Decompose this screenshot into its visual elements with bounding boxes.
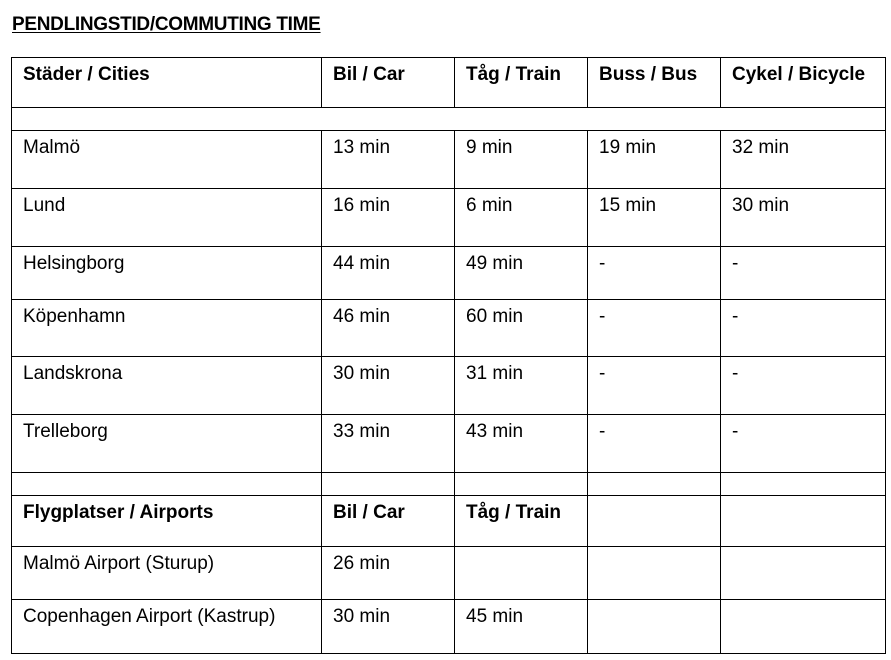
train-time-cell: 6 min: [455, 189, 588, 247]
city-cell: Landskrona: [12, 357, 322, 415]
spacer-cell: [588, 473, 721, 496]
bicycle-time-cell: 32 min: [721, 131, 886, 189]
header-cell-train: Tåg / Train: [455, 58, 588, 108]
bus-time-cell: -: [588, 357, 721, 415]
airport-cell: Malmö Airport (Sturup): [12, 547, 322, 600]
city-cell: Lund: [12, 189, 322, 247]
bus-time-cell: -: [588, 415, 721, 473]
spacer-cell: [721, 473, 886, 496]
empty-cell: [721, 547, 886, 600]
cities-header-row: [12, 58, 886, 108]
train-time-cell: 43 min: [455, 415, 588, 473]
bus-time-cell: 19 min: [588, 131, 721, 189]
bicycle-time-cell: -: [721, 357, 886, 415]
header-cell-empty: [721, 496, 886, 547]
airport-cell: Copenhagen Airport (Kastrup): [12, 600, 322, 654]
train-time-cell: 9 min: [455, 131, 588, 189]
spacer-cell: [12, 473, 322, 496]
empty-cell: [588, 600, 721, 654]
table-row: [12, 547, 886, 600]
train-time-cell: [455, 547, 588, 600]
city-cell: Köpenhamn: [12, 300, 322, 357]
bus-time-cell: -: [588, 247, 721, 300]
spacer-row: [12, 108, 886, 131]
car-time-cell: 16 min: [322, 189, 455, 247]
bus-time-cell: -: [588, 300, 721, 357]
header-cell-bicycle: Cykel / Bicycle: [721, 58, 886, 108]
car-time-cell: 30 min: [322, 600, 455, 654]
train-time-cell: 45 min: [455, 600, 588, 654]
spacer-cell: [455, 473, 588, 496]
empty-cell: [588, 547, 721, 600]
table-row: [12, 300, 886, 357]
car-time-cell: 30 min: [322, 357, 455, 415]
header-cell-train: Tåg / Train: [455, 496, 588, 547]
table-row: [12, 415, 886, 473]
table-row: [12, 357, 886, 415]
spacer-cell: [322, 473, 455, 496]
bicycle-time-cell: 30 min: [721, 189, 886, 247]
bicycle-time-cell: -: [721, 415, 886, 473]
header-cell-cities: Städer / Cities: [12, 58, 322, 108]
spacer-row: [12, 473, 886, 496]
car-time-cell: 13 min: [322, 131, 455, 189]
train-time-cell: 60 min: [455, 300, 588, 357]
train-time-cell: 49 min: [455, 247, 588, 300]
table-row: [12, 189, 886, 247]
airports-header-row: [12, 496, 886, 547]
table-row: [12, 131, 886, 189]
header-cell-empty: [588, 496, 721, 547]
bicycle-time-cell: -: [721, 247, 886, 300]
page-title: PENDLINGSTID/COMMUTING TIME: [12, 14, 321, 35]
car-time-cell: 33 min: [322, 415, 455, 473]
empty-cell: [721, 600, 886, 654]
commute-table: [11, 57, 886, 654]
city-cell: Malmö: [12, 131, 322, 189]
city-cell: Helsingborg: [12, 247, 322, 300]
bicycle-time-cell: -: [721, 300, 886, 357]
table-row: [12, 247, 886, 300]
car-time-cell: 26 min: [322, 547, 455, 600]
spacer-cell: [12, 108, 886, 131]
header-cell-bus: Buss / Bus: [588, 58, 721, 108]
car-time-cell: 44 min: [322, 247, 455, 300]
train-time-cell: 31 min: [455, 357, 588, 415]
header-cell-car: Bil / Car: [322, 58, 455, 108]
car-time-cell: 46 min: [322, 300, 455, 357]
header-cell-airports: Flygplatser / Airports: [12, 496, 322, 547]
table-row: [12, 600, 886, 654]
header-cell-car: Bil / Car: [322, 496, 455, 547]
city-cell: Trelleborg: [12, 415, 322, 473]
bus-time-cell: 15 min: [588, 189, 721, 247]
